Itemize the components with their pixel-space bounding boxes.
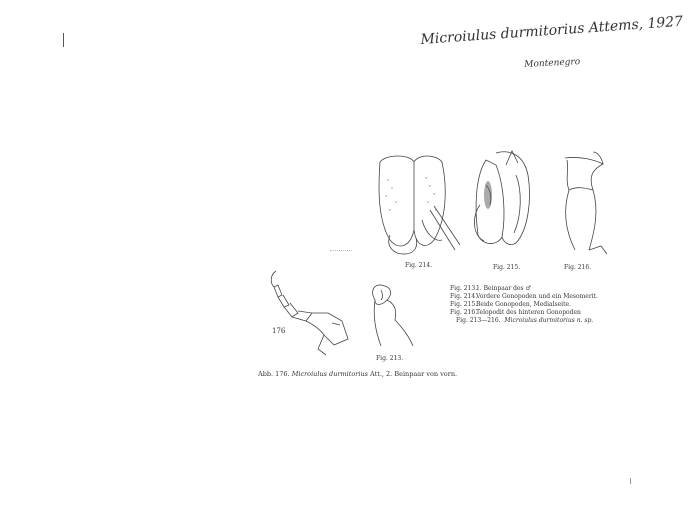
figure-216-drawing (555, 150, 615, 260)
legend-summary: Fig. 213—216. Microiulus durmitorius n. sp. (456, 317, 594, 324)
figure-214-label: Fig. 214. (405, 262, 433, 269)
figure-215-drawing (466, 145, 546, 250)
legend-row: Fig. 215.Beide Gonopoden, Medialseite. (450, 301, 571, 308)
figure-213-drawing (365, 280, 425, 355)
figure-legend (450, 285, 598, 325)
edge-mark (630, 478, 631, 484)
abb-caption: Abb. 176. Microiulus durmitorius Att., 2. Beinpaar von vorn. (258, 370, 458, 378)
legend-row: Fig. 214.Vordere Gonopoden und ein Mesomerit. (450, 293, 598, 300)
plate-number: 176 (272, 327, 286, 335)
figure-216-label: Fig. 216. (564, 264, 592, 271)
figure-214-drawing (370, 150, 460, 260)
legend-row: Fig. 213.1. Beinpaar des ♂ (450, 285, 531, 292)
faint-mark (330, 250, 352, 254)
legend-row: Fig. 216.Telopodit des hinteren Gonopoden (450, 309, 581, 316)
margin-mark (63, 33, 64, 47)
handwritten-title: Microiulus durmitorius Attems, 1927 (420, 13, 684, 48)
figure-213-label: Fig. 213. (376, 355, 404, 362)
figure-215-label: Fig. 215. (493, 264, 521, 271)
handwritten-locality: Montenegro (524, 57, 581, 70)
figure-176-leg-drawing (262, 265, 362, 360)
